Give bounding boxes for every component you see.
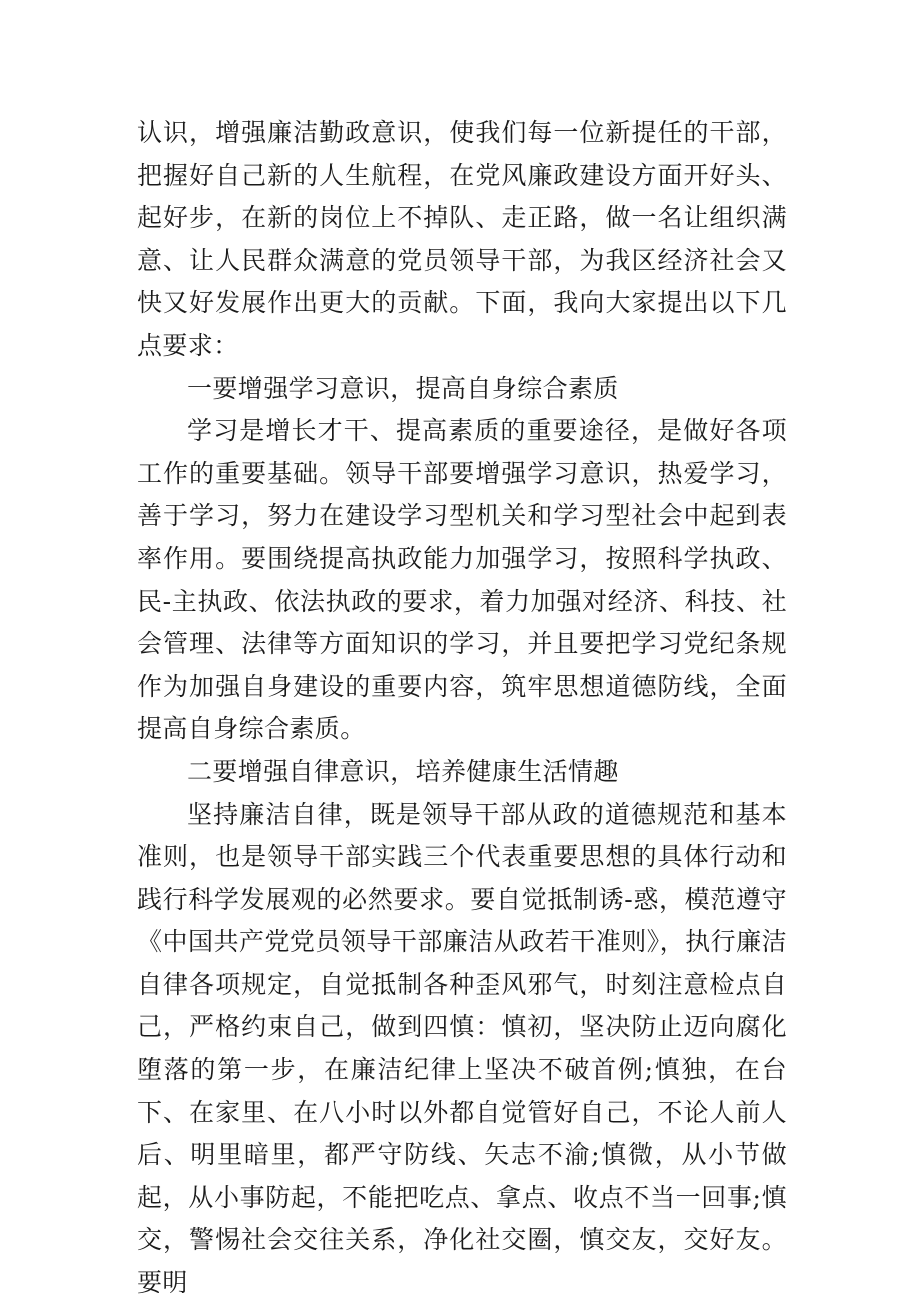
document-body	[137, 112, 787, 1305]
paragraph-self-discipline: 坚持廉洁自律，既是领导干部从政的道德规范和基本准则，也是领导干部实践三个代表重要思想的具体行动和践行科学发展观的必然要求。要自觉抵制诱-惑，模范遵守《中国共产党党员领导干部廉洁从政若干准则》，执行廉洁自律各项规定，自觉抵制各种歪风邪气，时刻注意检点自己，严格约束自己，做到四慎：慎初，坚决防止迈向腐化堕落的第一步，在廉洁纪律上坚决不破首例;慎独，在台下、在家里、在八小时以外都自觉管好自己，不论人前人后、明里暗里，都严守防线、矢志不渝;慎微，从小节做起，从小事防起，不能把吃点、拿点、收点不当一回事;慎交，警惕社会交往关系，净化社交圈，慎交友，交好友。要明	[137, 799, 787, 1298]
section-heading-2: 二要增强自律意识，培养健康生活情趣	[187, 756, 619, 786]
paragraph-study: 学习是增长才干、提高素质的重要途径，是做好各项工作的重要基础。领导干部要增强学习意识，热爱学习，善于学习，努力在建设学习型机关和学习型社会中起到表率作用。要围绕提高执政能力加强学习，按照科学执政、民-主执政、依法执政的要求，着力加强对经济、科技、社会管理、法律等方面知识的学习，并且要把学习党纪条规作为加强自身建设的重要内容，筑牢思想道德防线，全面提高自身综合素质。	[137, 416, 787, 744]
section-heading-1: 一要增强学习意识，提高自身综合素质	[187, 373, 619, 403]
paragraph-intro: 认识，增强廉洁勤政意识，使我们每一位新提任的干部，把握好自己新的人生航程，在党风廉政建设方面开好头、起好步，在新的岗位上不掉队、走正路，做一名让组织满意、让人民群众满意的党员领导干部，为我区经济社会又快又好发展作出更大的贡献。下面，我向大家提出以下几点要求：	[137, 118, 787, 360]
